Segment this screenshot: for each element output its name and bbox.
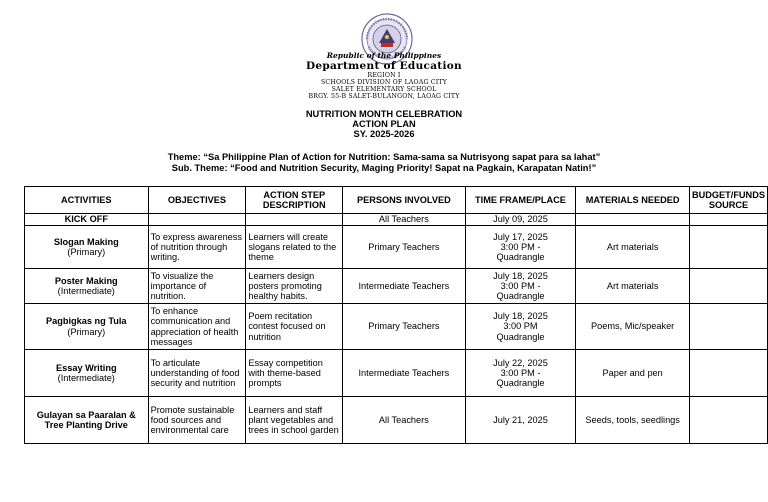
action-plan-table: [24, 186, 768, 444]
activity-name: Poster Making: [54, 275, 118, 286]
time-hour: 3:00 PM -: [500, 241, 541, 252]
table-row: [25, 304, 768, 350]
kickoff-time: July 09, 2025: [465, 214, 576, 226]
objective-cell: To articulate understanding of food security and nutrition: [148, 350, 246, 397]
activity-level: (Intermediate): [57, 373, 115, 383]
kickoff-materials: [576, 214, 690, 226]
activity-name: Slogan Making: [53, 236, 119, 247]
materials-cell: Paper and pen: [576, 350, 690, 397]
activity-level: (Primary): [67, 326, 106, 337]
time-date: July 22, 2025: [493, 357, 548, 368]
activity-level: (Intermediate): [57, 286, 115, 296]
objective-cell: To visualize the importance of nutrition.: [148, 269, 246, 304]
activity-level: (Primary): [67, 247, 106, 257]
description-cell: Learners design posters promoting healthy habits.: [246, 269, 343, 304]
time-cell: [465, 304, 576, 350]
table-row: [25, 350, 768, 397]
time-place: Quadrangle: [496, 331, 545, 342]
kickoff-budget: [689, 214, 767, 226]
theme-text: Theme: “Sa Philippine Plan of Action for Nutrition: Sama-sama sa Nutrisyong sapat para sa lahat”: [167, 152, 601, 162]
activity-cell: [25, 304, 149, 350]
description-cell: Learners and staff plant vegetables and trees in school garden: [246, 397, 343, 444]
kickoff-objective: [148, 214, 246, 226]
materials-cell: Art materials: [576, 226, 690, 269]
objective-cell: To enhance communication and appreciation of health messages: [148, 304, 246, 350]
header-action-step: ACTION STEP DESCRIPTION: [246, 187, 343, 214]
letterhead-region: REGION I: [367, 72, 401, 79]
description-cell: Learners will create slogans related to the theme: [246, 226, 343, 269]
persons-cell: Primary Teachers: [343, 226, 466, 269]
header-time: TIME FRAME/PLACE: [465, 187, 576, 214]
time-hour: 3:00 PM -: [500, 367, 541, 378]
sub-theme-text: Sub. Theme: “Food and Nutrition Security, Maging Priority! Sapat na Pagkain, Karapatan Natin!”: [171, 163, 597, 173]
kickoff-description: [246, 214, 343, 226]
time-date: July 18, 2025: [493, 311, 548, 322]
activity-cell: [25, 397, 149, 444]
time-cell: [465, 269, 576, 304]
time-cell: [465, 226, 576, 269]
time-hour: 3:00 PM: [503, 321, 538, 332]
description-cell: Essay competition with theme-based prompts: [246, 350, 343, 397]
header-persons: PERSONS INVOLVED: [343, 187, 466, 214]
activity-cell: [25, 226, 149, 269]
time-date: July 17, 2025: [493, 231, 548, 242]
description-cell: Poem recitation contest focused on nutrition: [246, 304, 343, 350]
table-header-row: [25, 187, 768, 214]
time-cell: July 21, 2025: [465, 397, 576, 444]
activity-cell: [25, 350, 149, 397]
header-objectives: OBJECTIVES: [148, 187, 246, 214]
document-subtitle: ACTION PLAN: [352, 119, 416, 129]
budget-cell: [689, 226, 767, 269]
activity-name: Essay Writing: [55, 362, 117, 373]
time-cell: [465, 350, 576, 397]
budget-cell: [689, 304, 767, 350]
persons-cell: Intermediate Teachers: [343, 350, 466, 397]
letterhead-division: SCHOOLS DIVISION OF LAOAG CITY: [320, 79, 448, 86]
letterhead-school: SALET ELEMENTARY SCHOOL: [331, 86, 437, 93]
materials-cell: Poems, Mic/speaker: [576, 304, 690, 350]
kickoff-persons: All Teachers: [343, 214, 466, 226]
budget-cell: [689, 350, 767, 397]
letterhead-republic: Republic of the Philippines: [326, 51, 442, 60]
objective-cell: To express awareness of nutrition through writing.: [148, 226, 246, 269]
letterhead-address: BRGY. 55-B SALET-BULANGON, LAOAG CITY: [308, 93, 460, 100]
table-row-kickoff: [25, 214, 768, 226]
persons-cell: All Teachers: [343, 397, 466, 444]
persons-cell: Intermediate Teachers: [343, 269, 466, 304]
document-title: NUTRITION MONTH CELEBRATION: [305, 109, 463, 119]
activity-name: Gulayan sa Paaralan & Tree Planting Drive: [36, 409, 136, 430]
materials-cell: Seeds, tools, seedlings: [576, 397, 690, 444]
persons-cell: Primary Teachers: [343, 304, 466, 350]
table-row: [25, 269, 768, 304]
letterhead-department: Department of Education: [306, 60, 462, 72]
time-place: Quadrangle: [496, 291, 545, 302]
header-activities: ACTIVITIES: [25, 187, 149, 214]
table-row: [25, 397, 768, 444]
kickoff-activity: KICK OFF: [25, 214, 149, 226]
time-date: July 18, 2025: [493, 270, 548, 281]
objective-cell: Promote sustainable food sources and environmental care: [148, 397, 246, 444]
activity-name: Pagbigkas ng Tula: [46, 316, 127, 327]
table-row: [25, 226, 768, 269]
time-place: Quadrangle: [496, 378, 545, 389]
materials-cell: Art materials: [576, 269, 690, 304]
activity-cell: [25, 269, 149, 304]
header-materials: MATERIALS NEEDED: [576, 187, 690, 214]
time-hour: 3:00 PM -: [500, 280, 541, 291]
budget-cell: [689, 269, 767, 304]
school-year: SY. 2025-2026: [353, 129, 415, 139]
time-place: Quadrangle: [496, 252, 545, 263]
budget-cell: [689, 397, 767, 444]
header-budget: BUDGET/FUNDS SOURCE: [689, 187, 767, 214]
